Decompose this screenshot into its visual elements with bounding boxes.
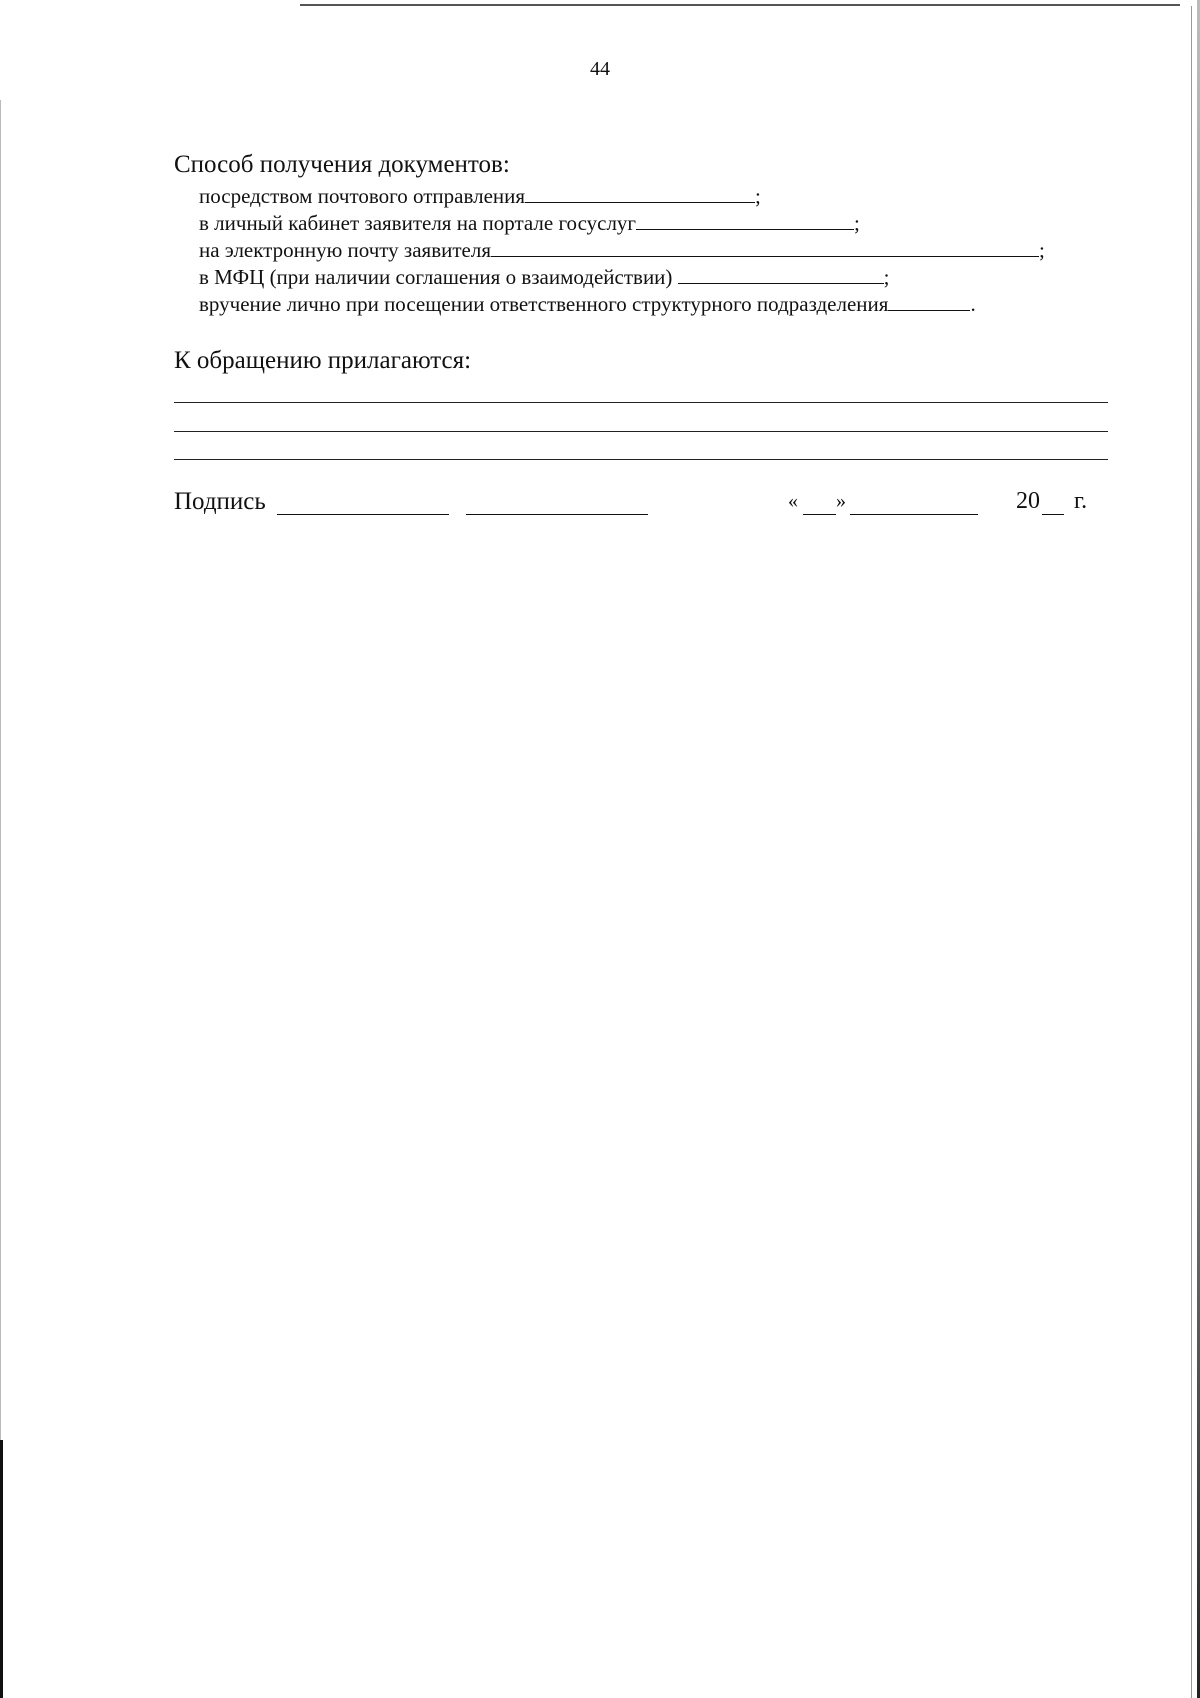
date-year-prefix: 20	[1016, 488, 1040, 514]
in-person-blank[interactable]	[888, 292, 970, 311]
option-label: в МФЦ (при наличии соглашения о взаимодействии)	[199, 265, 673, 289]
attachments-title: К обращению прилагаются:	[174, 347, 472, 374]
signature-blank[interactable]	[277, 514, 449, 515]
delivery-option-gosuslugi	[199, 210, 860, 236]
scan-edge-left-faint	[0, 100, 1, 1440]
scan-edge-left	[0, 1440, 3, 1698]
date-month-blank[interactable]	[850, 514, 978, 515]
attachment-line[interactable]	[174, 402, 1108, 403]
option-end: ;	[1039, 238, 1045, 262]
attachment-line[interactable]	[174, 459, 1108, 460]
delivery-option-email	[199, 237, 1045, 263]
scan-edge-top	[300, 4, 1180, 6]
date-close-quote: »	[836, 490, 846, 512]
signature-name-blank[interactable]	[466, 514, 648, 515]
option-end: ;	[883, 265, 890, 289]
scan-edge-right-inner	[1191, 6, 1192, 1698]
option-label: вручение лично при посещении ответственного структурного подразделения	[199, 292, 889, 316]
post-blank[interactable]	[525, 184, 755, 203]
option-label: посредством почтового отправления	[199, 184, 526, 208]
date-day-blank[interactable]	[803, 514, 836, 515]
delivery-method-title: Способ получения документов:	[174, 151, 510, 178]
option-end: ;	[755, 184, 761, 208]
date-open-quote: «	[788, 490, 798, 512]
date-year-blank[interactable]	[1042, 514, 1064, 515]
email-blank[interactable]	[491, 238, 1039, 257]
delivery-option-post	[199, 183, 761, 209]
option-label: на электронную почту заявителя	[199, 238, 491, 262]
page-number: 44	[590, 58, 610, 80]
attachment-line[interactable]	[174, 431, 1108, 432]
mfc-blank[interactable]	[678, 265, 884, 284]
signature-label: Подпись	[174, 488, 266, 515]
delivery-option-in-person	[199, 291, 976, 317]
delivery-option-mfc	[199, 264, 890, 290]
option-end: .	[970, 292, 976, 316]
signature-row	[174, 488, 1114, 522]
option-end: ;	[854, 211, 860, 235]
date-year-suffix: г.	[1074, 488, 1088, 514]
gosuslugi-blank[interactable]	[636, 211, 854, 230]
option-label: в личный кабинет заявителя на портале госуслуг	[199, 211, 637, 235]
